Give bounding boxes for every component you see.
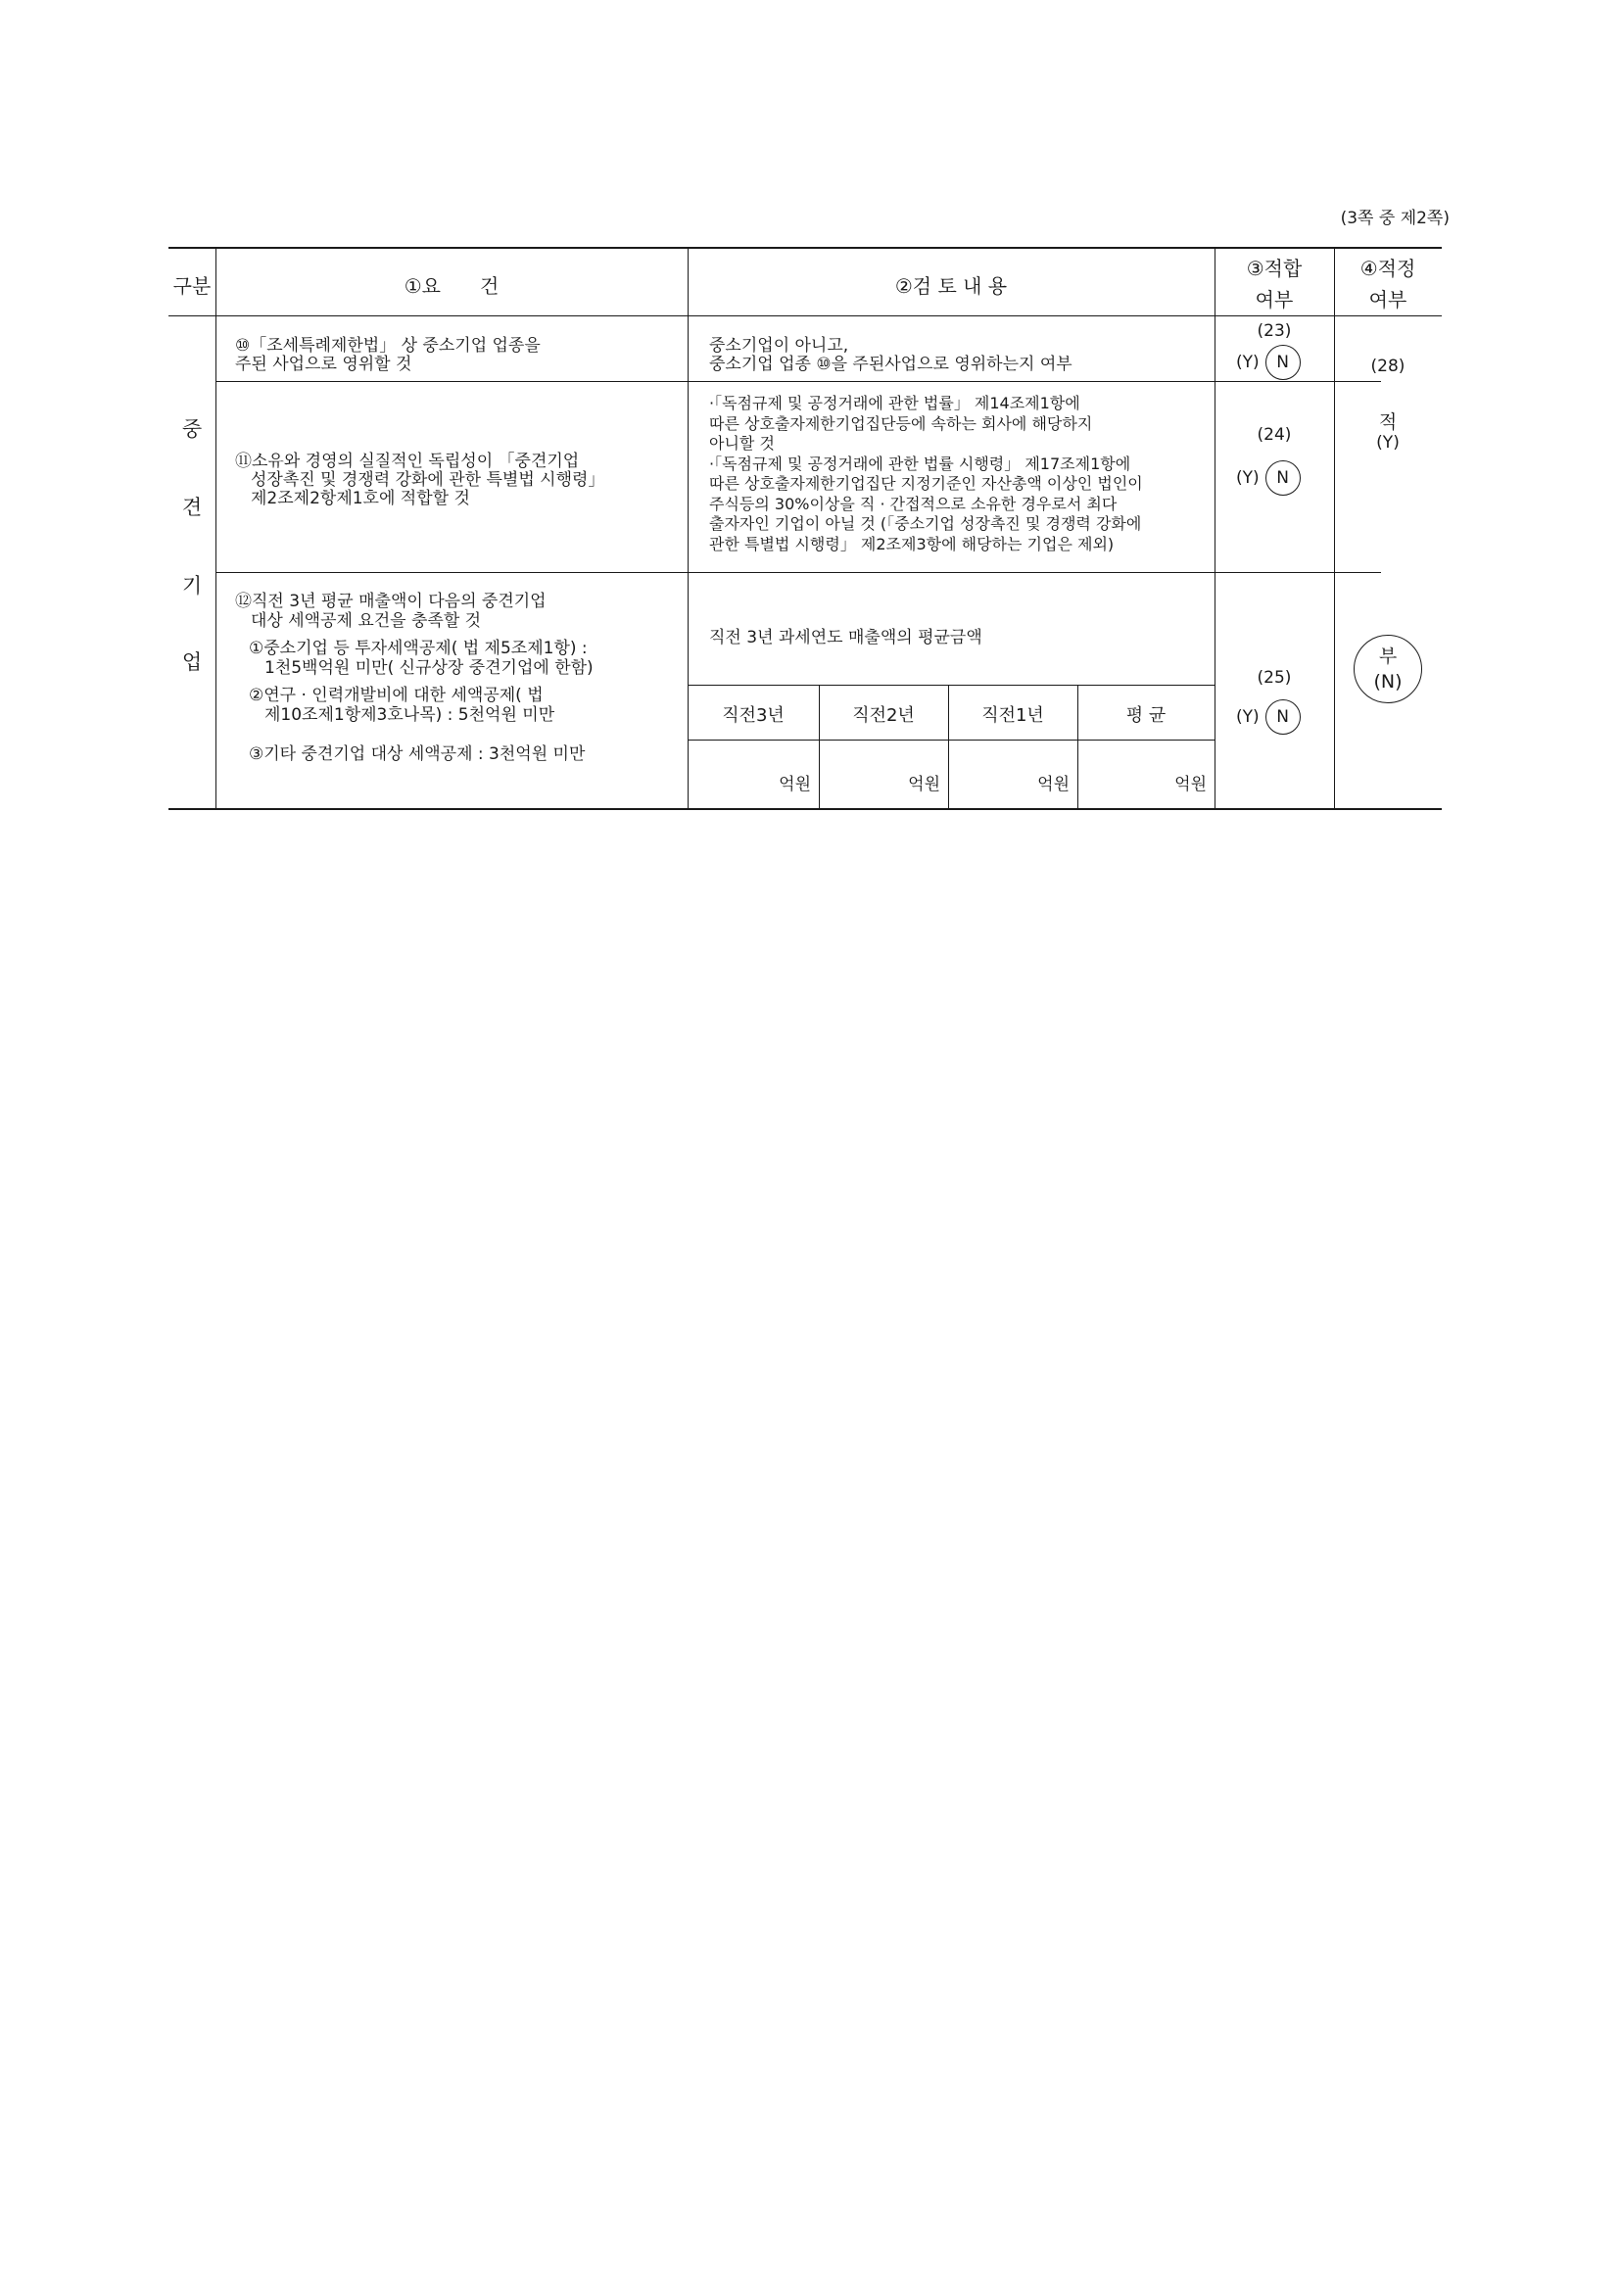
row2-review — [709, 394, 1143, 554]
row2-code: (24) — [1257, 425, 1292, 445]
header-proper — [1334, 253, 1442, 315]
col-divider-1 — [215, 247, 216, 810]
review-table — [168, 247, 1442, 810]
row3-req-line1: ⑫직전 3년 평균 매출액이 다음의 중견기업 — [235, 592, 547, 611]
row3-review: 직전 3년 과세연도 매출액의 평균금액 — [709, 628, 982, 647]
row2-review-line5: 따른 상호출자제한기업집단 지정기준인 자산총액 이상인 법인이 — [709, 474, 1143, 493]
row3-no-circled: N — [1265, 699, 1301, 735]
header-fit — [1215, 253, 1334, 315]
row3-req-line3: ①중소기업 등 투자세액공제( 법 제5조제1항) : — [249, 639, 588, 658]
row2-requirement — [235, 453, 604, 508]
row2-no-circled: N — [1265, 460, 1301, 496]
row-divider-2 — [215, 572, 1381, 573]
row1-no-circled: N — [1265, 345, 1301, 380]
header-proper-line1: ④적정 — [1359, 257, 1416, 280]
row2-yes: (Y) — [1236, 468, 1260, 488]
row1-req-line2: 주된 사업으로 영위할 것 — [235, 355, 412, 374]
row2-review-line3: 아니할 것 — [709, 434, 775, 453]
row2-fit-mark — [1236, 460, 1301, 496]
header-requirement: ①요 건 — [404, 274, 500, 298]
header-category: 구분 — [172, 274, 212, 298]
row3-code: (25) — [1257, 668, 1292, 688]
sales-col-1y: 직전1년 — [981, 705, 1044, 726]
row2-review-line7: 출자자인 기업이 아닐 것 (「중소기업 성장촉진 및 경쟁력 강화에 — [709, 514, 1142, 533]
row2-req-line3: 제2조제2항제1호에 적합할 것 — [251, 489, 470, 508]
row2-req-line1: ⑪소유와 경영의 실질적인 독립성이 「중견기업 — [235, 452, 580, 471]
row3-req-line6: 제10조제1항제3호나목) : 5천억원 미만 — [264, 705, 555, 725]
header-review: ②검 토 내 용 — [894, 274, 1008, 298]
final-code: (28) — [1370, 357, 1406, 376]
row1-code: (23) — [1257, 321, 1292, 341]
sales-unit-2y: 억원 — [908, 775, 940, 794]
row1-requirement — [235, 337, 541, 374]
row1-yes: (Y) — [1236, 353, 1260, 372]
final-unfit-code: (N) — [1373, 671, 1403, 693]
row2-review-line4: ·「독점규제 및 공정거래에 관한 법률 시행령」 제17조제1항에 — [709, 454, 1131, 473]
row1-fit-mark — [1236, 345, 1301, 380]
sales-unit-avg: 억원 — [1174, 775, 1207, 794]
row1-review-line1: 중소기업이 아니고, — [709, 336, 849, 356]
row3-req-line7: ③기타 중견기업 대상 세액공제 : 3천억원 미만 — [249, 744, 586, 764]
row2-req-line2: 성장촉진 및 경쟁력 강화에 관한 특별법 시행령」 — [251, 470, 605, 490]
sales-col-2y: 직전2년 — [852, 705, 915, 726]
row3-fit-mark — [1236, 699, 1301, 735]
row1-review-line2: 중소기업 업종 ⑩을 주된사업으로 영위하는지 여부 — [709, 355, 1072, 374]
final-fit-code: (Y) — [1376, 433, 1400, 453]
category-char-2: 견 — [181, 496, 203, 519]
final-unfit-circled — [1354, 635, 1422, 703]
header-divider — [168, 315, 1442, 316]
row2-review-line6: 주식등의 30%이상을 직 · 간접적으로 소유한 경우로서 최다 — [709, 494, 1118, 513]
table-bottom-border — [168, 808, 1442, 810]
row2-review-line1: ·「독점규제 및 공정거래에 관한 법률」 제14조제1항에 — [709, 394, 1080, 412]
row3-req-line5: ②연구 · 인력개발비에 대한 세액공제( 법 — [249, 686, 544, 705]
sales-col-avg: 평 균 — [1125, 705, 1167, 726]
table-top-border — [168, 247, 1442, 249]
category-char-1: 중 — [181, 417, 203, 441]
row3-req-line2: 대상 세액공제 요건을 충족할 것 — [251, 611, 482, 631]
sales-unit-3y: 억원 — [779, 775, 811, 794]
row1-req-line1: ⑩「조세특례제한법」 상 중소기업 업종을 — [235, 336, 541, 356]
header-fit-line2: 여부 — [1255, 288, 1294, 311]
category-char-3: 기 — [181, 574, 203, 598]
final-unfit-label: 부 — [1378, 646, 1398, 667]
row-divider-1 — [215, 381, 1381, 382]
row2-review-line2: 따른 상호출자제한기업집단등에 속하는 회사에 해당하지 — [709, 413, 1093, 433]
page-number-label: (3쪽 중 제2쪽) — [1340, 209, 1450, 228]
sales-header-top — [688, 685, 1215, 686]
col-divider-4 — [1334, 247, 1335, 810]
sales-header-bottom — [688, 740, 1215, 741]
header-fit-line1: ③적합 — [1246, 257, 1303, 280]
final-fit-label: 적 — [1378, 411, 1398, 433]
row1-review — [709, 337, 1072, 374]
sales-unit-1y: 억원 — [1037, 775, 1070, 794]
row2-review-line8: 관한 특별법 시행령」 제2조제3항에 해당하는 기업은 제외) — [709, 534, 1115, 553]
row3-yes: (Y) — [1236, 707, 1260, 727]
header-proper-line2: 여부 — [1368, 288, 1407, 311]
sales-col-3y: 직전3년 — [722, 705, 785, 726]
category-char-4: 업 — [181, 650, 203, 674]
row3-req-line4: 1천5백억원 미만( 신규상장 중견기업에 한함) — [264, 658, 594, 678]
row3-requirement — [235, 592, 594, 764]
